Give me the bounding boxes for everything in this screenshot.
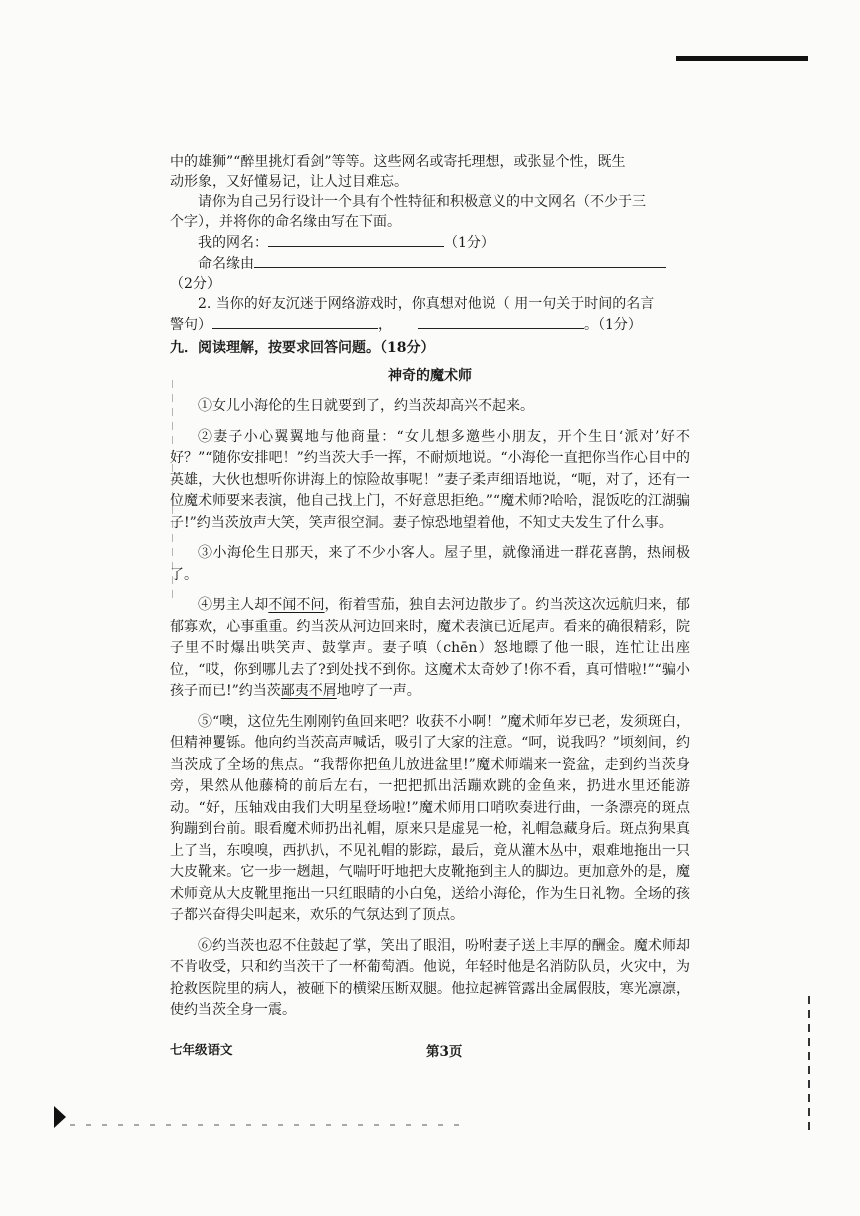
reason-label: 命名缘由	[198, 256, 254, 272]
question-2-end: 。（1分）	[584, 317, 642, 333]
section-heading: 九．阅读理解，按要求回答问题。（18分）	[170, 340, 435, 356]
underlined-phrase-2: 鄙夷不屑	[280, 683, 337, 699]
story-paragraph-1: ①女儿小海伦的生日就要到了，约当茨却高兴不起来。	[198, 398, 534, 414]
scan-marker-icon	[54, 1106, 66, 1128]
page-footer	[170, 1040, 690, 1060]
my-name-score: （1分）	[444, 235, 495, 251]
p4-text: 地哼了一声。	[336, 683, 421, 699]
question-2-comma: ，	[378, 317, 392, 333]
footer-subject: 七年级语文	[170, 1042, 233, 1057]
page-number: 第3页	[426, 1044, 463, 1060]
reason-blank[interactable]	[254, 253, 666, 268]
instruction-line: 个字），并将你的命名缘由写在下面。	[170, 214, 401, 230]
story-paragraph-4	[170, 595, 690, 703]
story-paragraph-6: ⑥约当茨也忍不住鼓起了掌，笑出了眼泪，吩咐妻子送上丰厚的酬金。魔术师却不肯收受，只和约当茨干了一杯葡萄酒。他说，年轻时他是名消防队员，火灾中，为抢救医院里的病人，被砸下的横梁压断双腿。他拉起裤管露出金属假肢，寒光凛凛，使约当茨全身一震。	[170, 937, 690, 1018]
question-2-line: 2. 当你的好友沉迷于网络游戏时，你真想对他说（ 用一句关于时间的名言	[198, 296, 655, 312]
story-paragraph-3: ③小海伦生日那天，来了不少小客人。屋子里，就像涌进一群花喜鹊，热闹极了。	[170, 545, 690, 583]
underlined-phrase-1: 不闻不问	[268, 597, 325, 613]
intro-line: 动形象，又好懂易记，让人过目难忘。	[170, 174, 408, 190]
instruction-line: 请你为自己另行设计一个具有个性特征和积极意义的中文网名（不少于三	[198, 194, 646, 210]
question-2-answer-row	[170, 314, 690, 335]
reason-score: （2分）	[170, 276, 221, 292]
story-title: 神奇的魔术师	[388, 368, 472, 384]
question-2-prefix: 警句）	[170, 317, 212, 333]
p4-text: ④男主人却	[198, 597, 269, 613]
story-paragraph-2: ②妻子小心翼翼地与他商量：“女儿想多邀些小朋友，开个生日‘派对’好不好？”“随你安排吧！”约当茨大手一挥，不耐烦地说。“小海伦一直把你当作心目中的英雄，大伙也想听你讲海上的惊险故事呢！”妻子柔声细语地说，“呃，对了，还有一位魔术师要来表演，他自己找上门，不好意思拒绝。”“魔术师?哈哈，混饭吃的江湖骗子!”约当茨放声大笑，笑声很空洞。妻子惊恐地望着他，不知丈夫发生了什么事。	[170, 428, 690, 531]
story-paragraph-5: ⑤“噢，这位先生刚刚钓鱼回来吧？收获不小啊！”魔术师年岁已老，发须斑白，但精神矍铄。他向约当茨高声喊话，吸引了大家的注意。“呵，说我吗？”顷刻间，约当茨成了全场的焦点。“我帮你把鱼儿放进盆里!”魔术师端来一瓷盆，走到约当茨身旁，果然从他藤椅的前后左右，一把把抓出活蹦欢跳的金鱼来，扔进水里还能游动。“好，压轴戏由我们大明星登场啦!”魔术师用口哨吹奏进行曲，一条漂亮的斑点狗蹦到台前。眼看魔术师扔出礼帽，原来只是虚晃一枪，礼帽急藏身后。斑点狗果真上了当，东嗅嗅，西扒扒，不见礼帽的影踪，最后，竟从灌木丛中，艰难地拖出一只大皮靴来。它一步一趔趄，气喘吁吁地把大皮靴拖到主人的脚边。更加意外的是，魔术师竟从大皮靴里拖出一只红眼睛的小白兔，送给小海伦，作为生日礼物。全场的孩子都兴奋得尖叫起来，欢乐的气氛达到了顶点。	[170, 713, 690, 923]
answer-blank-1[interactable]	[212, 314, 378, 329]
p4-text: ，衔着雪茄，独自去河边散步了。约当茨这次远航归来，郁郁寡欢，心事重重。约当茨从河边回来时，魔术表演已近尾声。看来的确很精彩，院子里不时爆出哄笑声、鼓掌声。妻子嗔（chēn）怒地瞟了他一眼，连忙让出座位，“哎，你到哪儿去了?到处找不到你。这魔术太奇妙了!你不看，真可惜啦!”“骗小孩子而已!”约当茨	[170, 597, 691, 699]
my-name-label: 我的网名：	[198, 235, 268, 251]
scan-dots	[70, 1124, 470, 1126]
top-rule	[676, 56, 808, 61]
document-page	[170, 152, 690, 1022]
reason-row	[170, 253, 690, 274]
scan-edge	[172, 380, 173, 600]
scan-edge	[808, 996, 810, 1132]
my-name-row	[170, 232, 690, 253]
my-name-blank[interactable]	[268, 232, 444, 247]
intro-line: 中的雄狮”“醉里挑灯看剑”等等。这些网名或寄托理想，或张显个性，既生	[170, 154, 626, 170]
answer-blank-2[interactable]	[418, 314, 584, 329]
